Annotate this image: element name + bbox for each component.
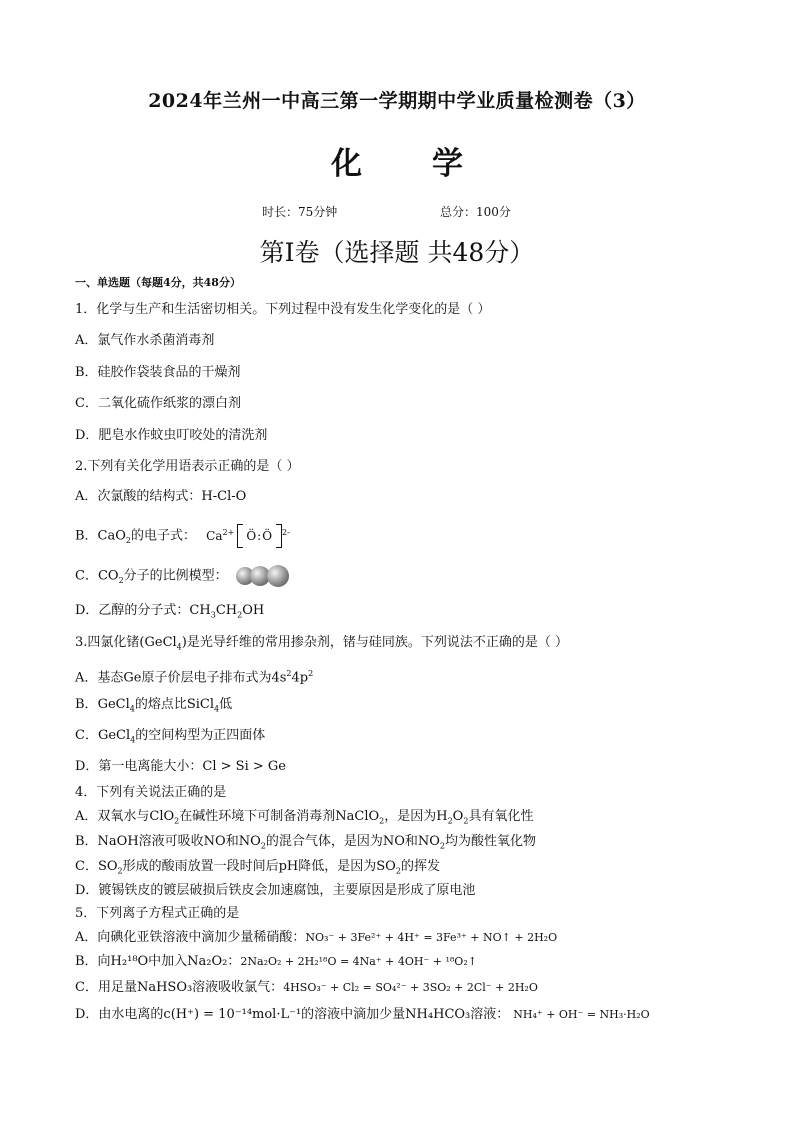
q4-stem: 4．下列有关说法正确的是 <box>75 785 227 800</box>
q5-b-equation: 2Na₂O₂ + 2H₂¹⁸O = 4Na⁺ + 4OH⁻ + ¹⁸O₂↑ <box>240 955 477 968</box>
q5-option-d: D．由水电离的c(H⁺) = 10⁻¹⁴mol·L⁻¹的溶液中滴加少量NH₄HCO₃溶液： NH₄⁺ + OH⁻ = NH₃·H₂O <box>75 1007 650 1022</box>
q5-option-b: B．向H₂¹⁸O中加入Na₂O₂：2Na₂O₂ + 2H₂¹⁸O = 4Na⁺ + 4OH⁻ + ¹⁸O₂↑ <box>75 954 477 969</box>
exam-total-score: 总分：100分 <box>440 205 511 219</box>
q3-option-a: A．基态Ge原子价层电子排布式为$4s^24p^2$ <box>75 669 314 686</box>
q5-option-c: C．用足量NaHSO₃溶液吸收氯气：4HSO₃⁻ + Cl₂ = SO₄²⁻ + 3SO₂ + 2Cl⁻ + 2H₂O <box>75 980 538 995</box>
q5-d-equation: NH₄⁺ + OH⁻ = NH₃·H₂O <box>513 1008 650 1021</box>
exam-title: 2024年兰州一中高三第一学期期中学业质量检测卷（3） <box>148 90 646 112</box>
q1-option-a: A．氯气作水杀菌消毒剂 <box>75 333 215 348</box>
subject-char-1: 化 <box>331 146 362 182</box>
q2-option-d: D．乙醇的分子式：$CH_3CH_2OH$ <box>75 603 265 620</box>
part-heading: 第Ⅰ卷（选择题 共48分） <box>259 238 535 267</box>
q5-stem: 5．下列离子方程式正确的是 <box>75 906 240 921</box>
q5-c-equation: 4HSO₃⁻ + Cl₂ = SO₄²⁻ + 3SO₂ + 2Cl⁻ + 2H₂O <box>283 981 538 994</box>
co2-space-filling-model <box>236 565 296 587</box>
cao2-electron-formula: Ca $^{2+}$ Ö:Ö $^{2-}$ <box>206 524 290 548</box>
q3-option-b: B．GeCl$_4$的熔点比SiCl$_4$低 <box>75 697 233 714</box>
q5-option-a: A．向碘化亚铁溶液中滴加少量稀硝酸：NO₃⁻ + 3Fe²⁺ + 4H⁺ = 3Fe³⁺ + NO↑ + 2H₂O <box>75 930 558 945</box>
q3-option-d: D．第一电离能大小：Cl > Si > Ge <box>75 759 286 774</box>
exam-duration: 时长：75分钟 <box>262 205 338 219</box>
q2-option-b: B．CaO$_2$的电子式： Ca $^{2+}$ Ö:Ö $^{2-}$ <box>75 524 290 550</box>
q4-option-c: C．$SO_2$形成的酸雨放置一段时间后pH降低，是因为$SO_2$的挥发 <box>75 859 440 876</box>
q1-option-b: B．硅胶作袋装食品的干燥剂 <box>75 365 241 380</box>
q3-stem: 3.四氯化锗(GeCl$_4$)是光导纤维的常用掺杂剂，锗与硅同族。下列说法不正确的是（ ） <box>75 635 568 652</box>
q1-option-c: C．二氧化硫作纸浆的漂白剂 <box>75 396 241 411</box>
q3-option-c: C．GeCl$_4$的空间构型为正四面体 <box>75 728 266 745</box>
q1-option-d: D．肥皂水作蚊虫叮咬处的清洗剂 <box>75 428 268 443</box>
subject-title <box>0 138 794 183</box>
q1-stem: 1．化学与生产和生活密切相关。下列过程中没有发生化学变化的是（ ） <box>75 302 491 317</box>
section-heading: 一、单选题（每题4分，共48分） <box>75 276 241 289</box>
q5-a-equation: NO₃⁻ + 3Fe²⁺ + 4H⁺ = 3Fe³⁺ + NO↑ + 2H₂O <box>305 931 558 944</box>
q4-option-d: D．镀锡铁皮的镀层破损后铁皮会加速腐蚀，主要原因是形成了原电池 <box>75 883 476 898</box>
q4-option-a: A．双氧水与ClO$_2$在碱性环境下可制备消毒剂NaClO$_2$，是因为$H_2O_2$具有氧化性 <box>75 809 534 826</box>
q4-option-b: B．NaOH溶液可吸收NO和$NO_2$的混合气体，是因为NO和$NO_2$均为酸性氧化物 <box>75 834 537 851</box>
q2-option-c: C．$CO_2$分子的比例模型： <box>75 565 296 590</box>
q2-stem: 2.下列有关化学用语表示正确的是（ ） <box>75 459 300 474</box>
q2-option-a: A．次氯酸的结构式：H-Cl-O <box>75 489 247 504</box>
subject-char-2: 学 <box>432 146 463 182</box>
